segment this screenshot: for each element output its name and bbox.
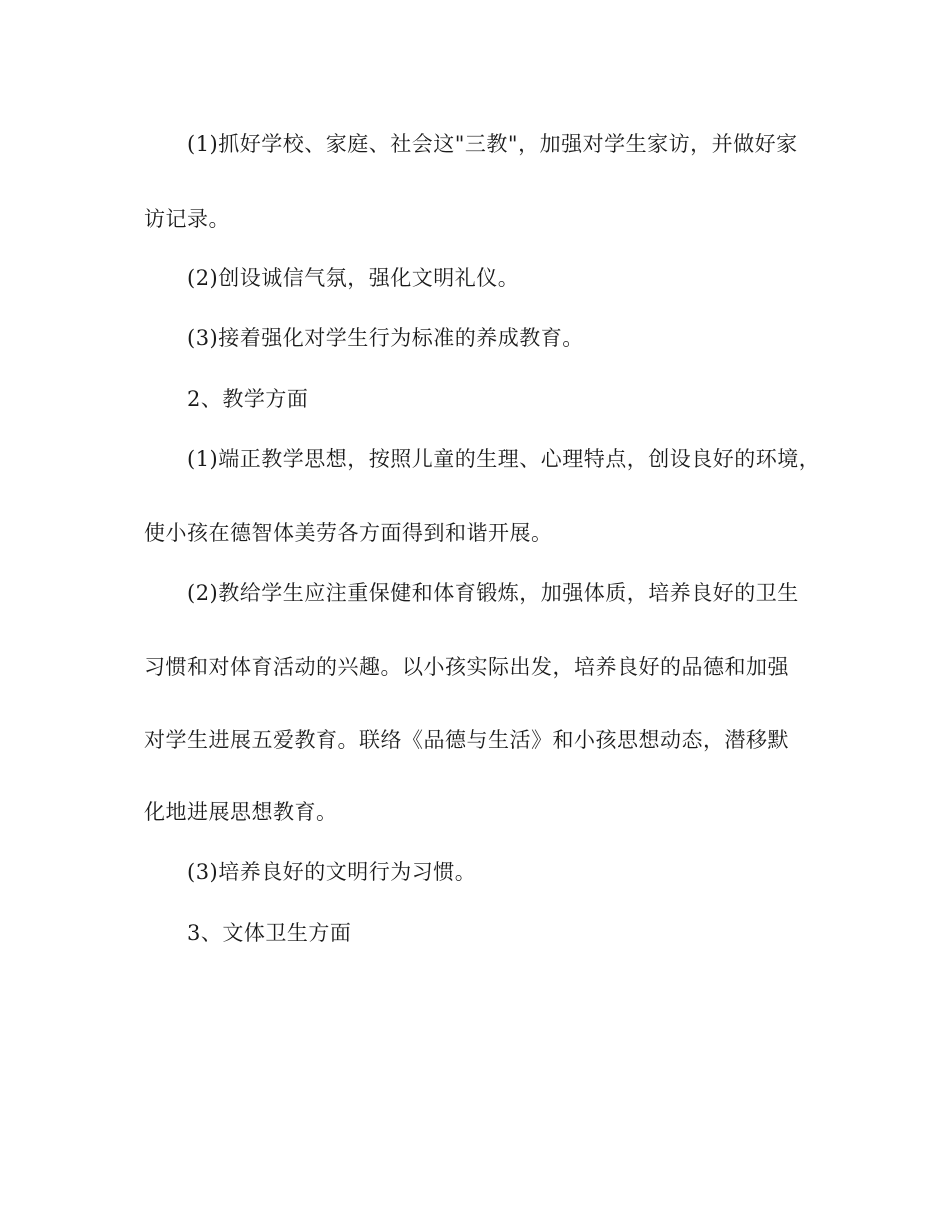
paragraph-line: (2)创设诚信气氛，强化文明礼仪。 [187,266,520,290]
paragraph-line: 使小孩在德智体美劳各方面得到和谐开展。 [144,521,553,545]
paragraph-line: 习惯和对体育活动的兴趣。以小孩实际出发，培养良好的品德和加强 [144,655,789,679]
paragraph-line: 访记录。 [144,207,230,231]
paragraph-line: 对学生进展五爱教育。联络《品德与生活》和小孩思想动态，潜移默 [144,728,789,752]
paragraph-line: (3)接着强化对学生行为标准的养成教育。 [187,326,584,350]
section-heading: 2、教学方面 [187,387,309,411]
paragraph-line: (1)端正教学思想，按照儿童的生理、心理特点，创设良好的环境， [187,447,821,471]
paragraph-line: (1)抓好学校、家庭、社会这"三教"，加强对学生家访，并做好家 [187,132,798,156]
paragraph-line: (3)培养良好的文明行为习惯。 [187,860,477,884]
paragraph-line: (2)教给学生应注重保健和体育锻炼，加强体质，培养良好的卫生 [187,581,799,605]
paragraph-line: 化地进展思想教育。 [144,800,338,824]
section-heading: 3、文体卫生方面 [187,921,352,945]
